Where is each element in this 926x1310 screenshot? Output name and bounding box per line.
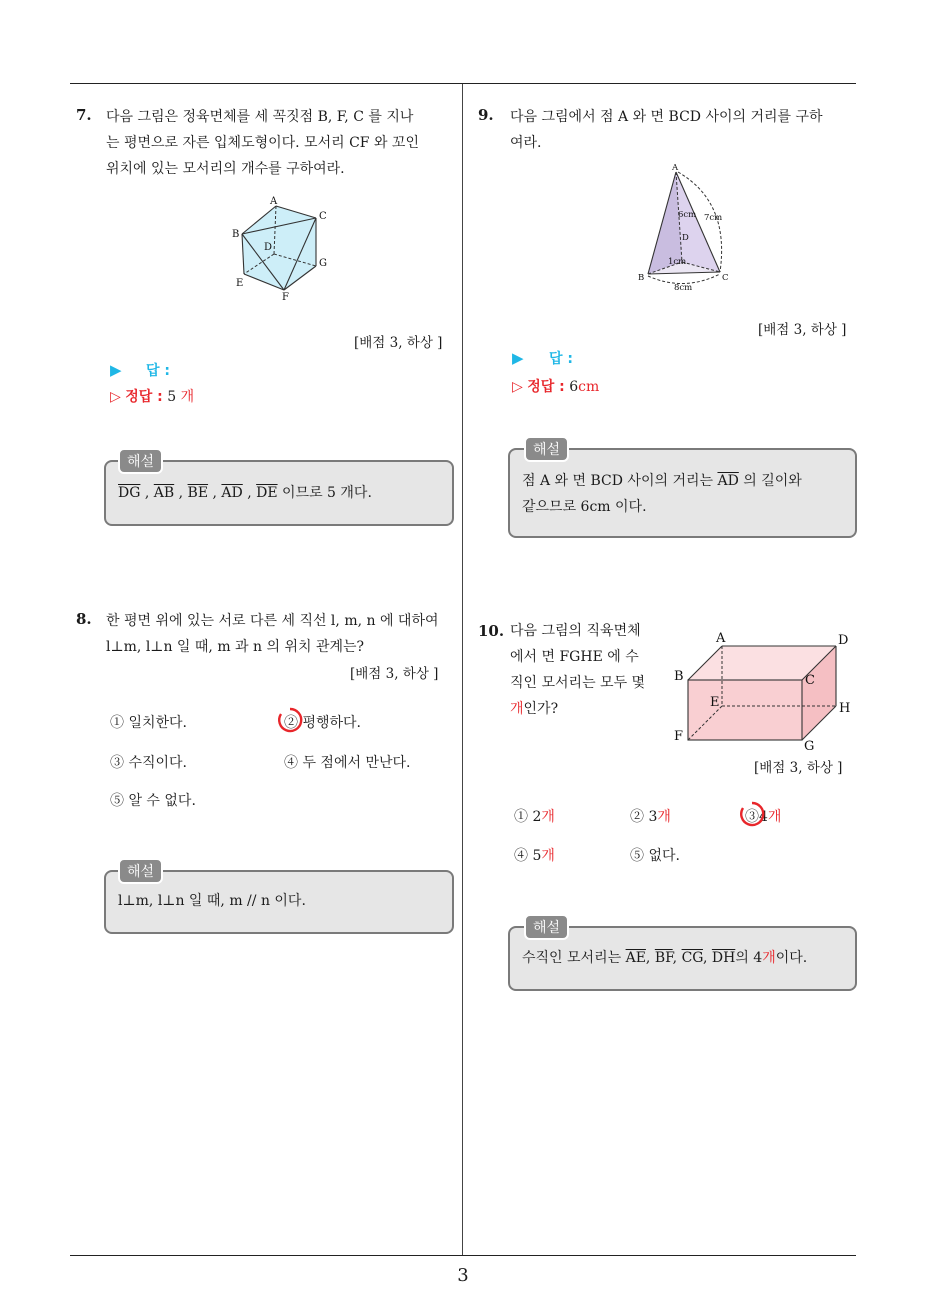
q8-explanation-text: l⊥m, l⊥n 일 때, m // n 이다. — [118, 893, 306, 909]
q9-correct-unit: cm — [578, 379, 600, 395]
q7-label-g: G — [319, 258, 327, 269]
q9-number: 9. — [478, 106, 494, 124]
option-unit: 개 — [541, 848, 555, 864]
q8-text-line: 한 평면 위에 있는 서로 다른 세 직선 l, m, n 에 대하여 — [106, 613, 439, 629]
bottom-rule — [70, 1255, 856, 1256]
q7-text-line: 는 평면으로 자른 입체도형이다. 모서리 CF 와 꼬인 — [106, 135, 419, 151]
correct-arrow-icon: ▷ — [110, 389, 121, 405]
q7-correct-value: 5 — [167, 389, 177, 405]
q9-explanation-pre: 점 A 와 면 BCD 사이의 거리는 — [522, 473, 714, 489]
option-unit: 개 — [767, 809, 782, 825]
option-value: 2 — [532, 809, 542, 825]
column-divider — [462, 84, 463, 1256]
q7-score: [배점 3, 하상 ] — [354, 335, 443, 351]
q10-label-f: F — [674, 729, 684, 744]
segment: $\overline{DG}$ — [118, 485, 141, 501]
option-mark: ③ — [745, 809, 759, 825]
segment: $\overline{DE}$ — [256, 485, 278, 501]
q9-explanation-tag: 해설 — [524, 436, 569, 462]
q7-label-b: B — [232, 229, 240, 240]
option-unit: 개 — [541, 809, 555, 825]
q7-explanation-tail: 이므로 5 개다. — [282, 485, 372, 501]
q10-explanation-red: 개 — [762, 950, 776, 966]
q7-label-d: D — [264, 242, 273, 253]
q10-option-2[interactable] — [630, 806, 671, 826]
q10-score: [배점 3, 하상 ] — [754, 760, 843, 776]
q9-explanation-text — [522, 468, 802, 520]
q9-score: [배점 3, 하상 ] — [758, 322, 847, 338]
q10-option-1[interactable] — [514, 806, 555, 826]
q8-explanation-tag: 해설 — [118, 858, 163, 884]
q10-text-red: 개 — [510, 701, 524, 717]
q7-number: 7. — [76, 106, 92, 124]
q10-explanation-text: 수직인 모서리는 $\overline{AE}$, $\overline{BF}$, $\overline{CG}$, $\overline{DH}$의 4개이다. — [522, 950, 808, 966]
q8-text — [106, 608, 461, 660]
q9-answer-label: 답 : — [549, 351, 573, 367]
segment: $\overline{CG}$ — [681, 950, 703, 966]
q10-label-g: G — [804, 739, 815, 754]
q10-label-d: D — [838, 633, 849, 648]
q7-text-line: 다음 그림은 정육면체를 세 꼭짓점 B, F, C 를 지나 — [106, 109, 414, 125]
q8-option-1[interactable]: ① 일치한다. — [110, 715, 187, 731]
segment: $\overline{AE}$ — [625, 950, 646, 966]
q10-text-rest: 인가? — [523, 701, 559, 717]
option-value: 3 — [648, 809, 658, 825]
q7-label-c: C — [319, 211, 327, 222]
q10-label-b: B — [674, 669, 684, 684]
q10-figure — [670, 626, 860, 756]
q10-label-c: C — [805, 673, 815, 688]
q7-label-e: E — [236, 278, 244, 289]
q9-label-a: A — [672, 163, 679, 173]
option-value: 4 — [759, 809, 768, 825]
q10-explanation-tag: 해설 — [524, 914, 569, 940]
correct-arrow-icon: ▷ — [512, 379, 523, 395]
selected-circle-icon — [738, 800, 766, 828]
q9-label-b: B — [638, 273, 645, 283]
page-number: 3 — [457, 1265, 469, 1286]
q7-explanation-text: $\overline{DG}$ , $\overline{AB}$ , $\overline{BE}$ , $\overline{AD}$ , $\overline{DE}$ 이므로 5 개다. — [118, 485, 372, 501]
q9-text — [510, 104, 860, 156]
q7-figure — [228, 194, 338, 306]
segment: $\overline{AD}$ — [717, 473, 739, 489]
option-value: 없다. — [648, 848, 680, 864]
q10-text-line: 직인 모서리는 모두 몇 — [510, 675, 646, 691]
q10-explanation-pre: 수직인 모서리는 — [522, 950, 622, 966]
q8-option-3[interactable]: ③ 수직이다. — [110, 755, 187, 771]
segment: $\overline{AD}$ — [221, 485, 243, 501]
q9-explanation-post: 의 길이와 — [743, 473, 802, 489]
answer-arrow-icon: ▶ — [110, 361, 122, 379]
segment: $\overline{DH}$ — [711, 950, 736, 966]
q8-text-line: l⊥m, l⊥n 일 때, m 과 n 의 위치 관계는? — [106, 639, 365, 655]
segment: $\overline{BE}$ — [187, 485, 209, 501]
q10-label-a: A — [716, 631, 726, 646]
option-mark: ② — [630, 809, 644, 825]
q9-label-ac: 7cm — [704, 213, 723, 223]
q9-explanation-line2: 같으므로 6cm 이다. — [522, 499, 647, 515]
q9-correct-label: 정답 : — [527, 379, 565, 395]
q9-label-ad: 6cm — [678, 210, 697, 220]
q9-correct-answer — [512, 376, 599, 396]
q7-correct-unit: 개 — [180, 389, 195, 405]
option-unit: 개 — [657, 809, 671, 825]
q7-answer-label: 답 : — [146, 363, 170, 379]
segment: $\overline{AB}$ — [153, 485, 175, 501]
q9-label-bd: 1cm — [668, 257, 687, 267]
q9-figure — [634, 162, 734, 292]
q8-number: 8. — [76, 610, 92, 628]
q9-text-line: 여라. — [510, 135, 542, 151]
q9-text-line: 다음 그림에서 점 A 와 면 BCD 사이의 거리를 구하 — [510, 109, 823, 125]
top-rule — [70, 83, 856, 84]
q9-label-d: D — [682, 233, 689, 243]
option-mark: ① — [514, 809, 528, 825]
q7-text — [106, 104, 456, 182]
q8-option-5[interactable]: ⑤ 알 수 없다. — [110, 793, 196, 809]
q7-label-f: F — [282, 292, 289, 303]
q10-text-line: 다음 그림의 직육면체 — [510, 623, 641, 639]
q8-option-2[interactable]: ② 평행하다. — [284, 715, 361, 731]
q10-explanation-post: 이다. — [775, 950, 808, 966]
q9-correct-value: 6 — [569, 379, 579, 395]
q7-correct-label: 정답 : — [125, 389, 163, 405]
q7-label-a: A — [270, 196, 278, 207]
q7-explanation-tag: 해설 — [118, 448, 163, 474]
option-mark: ⑤ — [630, 848, 644, 864]
q7-text-line: 위치에 있는 모서리의 개수를 구하여라. — [106, 161, 345, 177]
q9-label-bc: 8cm — [674, 283, 693, 293]
option-mark: ④ — [514, 848, 528, 864]
q10-option-4[interactable] — [514, 845, 555, 865]
selected-circle-icon — [276, 706, 304, 734]
q10-label-e: E — [710, 695, 720, 710]
answer-arrow-icon: ▶ — [512, 349, 524, 367]
q7-correct-answer — [110, 386, 194, 406]
segment: $\overline{BF}$ — [654, 950, 673, 966]
q9-label-c: C — [722, 273, 729, 283]
q10-option-5[interactable] — [630, 845, 680, 865]
option-value: 5 — [532, 848, 542, 864]
q8-option-4[interactable]: ④ 두 점에서 만난다. — [284, 755, 411, 771]
q8-score: [배점 3, 하상 ] — [350, 666, 439, 682]
q10-text — [510, 618, 660, 722]
q10-text-line: 에서 면 FGHE 에 수 — [510, 649, 639, 665]
q10-explanation-mid: 의 4 — [735, 950, 763, 966]
q10-number: 10. — [478, 622, 505, 640]
q10-label-h: H — [839, 701, 851, 716]
